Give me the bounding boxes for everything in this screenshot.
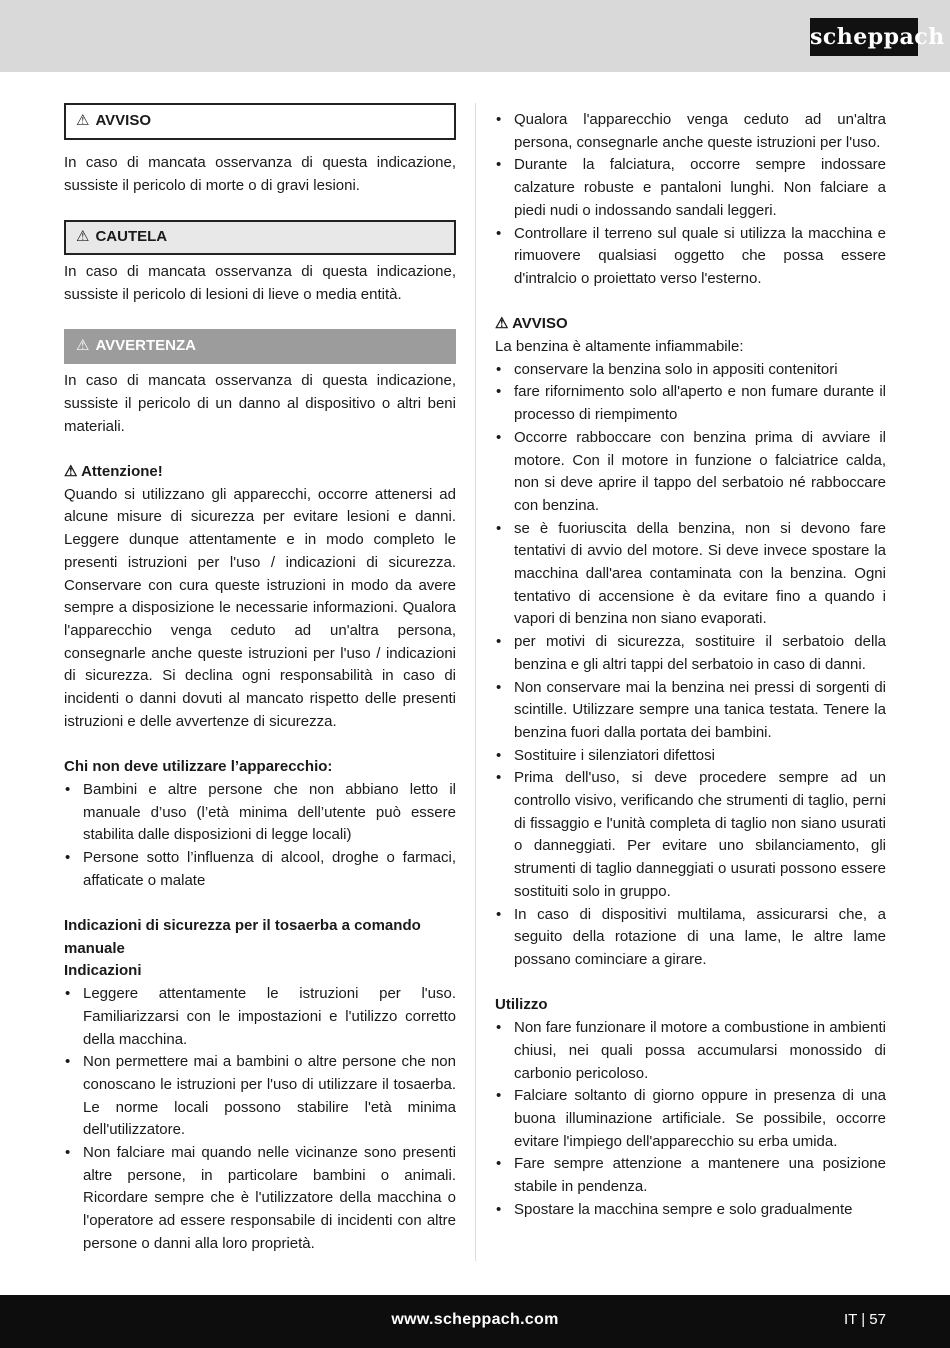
avviso-box bbox=[64, 103, 456, 140]
list-item: • Fare sempre attenzione a mantenere una posizione stabile in pendenza. bbox=[495, 1153, 886, 1198]
avvertenza-text: In caso di mancata osservanza di questa indicazione, sussiste il pericolo di un danno al dispositivo o altri beni materiali. bbox=[64, 372, 456, 435]
brand-logo: scheppach bbox=[810, 18, 918, 56]
warning-icon: ⚠ bbox=[64, 462, 78, 480]
avviso-text: In caso di mancata osservanza di questa indicazione, sussiste il pericolo di morte o di gravi lesioni. bbox=[64, 154, 456, 194]
column-divider bbox=[475, 103, 476, 1261]
list-item: • Non conservare mai la benzina nei pressi di sorgenti di scintille. Utilizzare sempre una tanica testata. Tenere la benzina fuori dalla portata dei bambini. bbox=[495, 677, 886, 745]
list-item: • Non falciare mai quando nelle vicinanze sono presenti altre persone, in particolare bambini o animali. Ricordare sempre che è l'utilizzatore della macchina o l'operatore ad essere responsabile di incidenti con altre persone o danni alla loro proprietà. bbox=[64, 1142, 456, 1256]
list-item: • Occorre rabboccare con benzina prima di avviare il motore. Con il motore in funzione o falciatrice calda, non si deve aprire il tappo del serbatoio né rabboccare con benzina. bbox=[495, 427, 886, 518]
avvertenza-box bbox=[64, 329, 456, 364]
right-column bbox=[495, 109, 886, 1221]
warning-icon: ⚠ bbox=[76, 337, 90, 355]
utilizzo-title: Utilizzo bbox=[495, 996, 548, 1014]
cautela-text: In caso di mancata osservanza di questa indicazione, sussiste il pericolo di lesioni di lieve o media entità. bbox=[64, 263, 456, 303]
list-item: • Leggere attentamente le istruzioni per l'uso. Familiarizzarsi con le impostazioni e l'utilizzo corretto della macchina. bbox=[64, 983, 456, 1051]
list-item: • Qualora l'apparecchio venga ceduto ad un'altra persona, consegnarle anche queste istruzioni per l'uso. bbox=[495, 109, 886, 154]
list-item: • Non permettere mai a bambini o altre persone che non conoscano le istruzioni per l'uso di utilizzare il tosaerba. Le norme locali possono stabilire l'età minima dell'utilizzatore. bbox=[64, 1051, 456, 1142]
list-item: • fare rifornimento solo all'aperto e non fumare durante il processo di riempimento bbox=[495, 381, 886, 426]
list-item: • Prima dell'uso, si deve procedere sempre ad un controllo visivo, verificando che strumenti di taglio, perni di fissaggio e l'unità completa di taglio non siano usurati o danneggiati. Per evitare uno sbilanciamento, gli strumenti di taglio danneggiati o usurati possono essere sostituiti solo in gruppo. bbox=[495, 767, 886, 903]
avviso-list bbox=[495, 359, 886, 972]
chi-list bbox=[64, 779, 456, 893]
indicazioni-list bbox=[64, 983, 456, 1255]
list-item: • Persone sotto l’influenza di alcool, droghe o farmaci, affaticate o malate bbox=[64, 847, 456, 892]
cautela-label: CAUTELA bbox=[95, 228, 168, 246]
list-item: • Non fare funzionare il motore a combustione in ambienti chiusi, nei quali possa accumularsi monossido di carbonio pericoloso. bbox=[495, 1017, 886, 1085]
list-item: • Controllare il terreno sul quale si utilizza la macchina e rimuovere qualsiasi oggetto che possa essere d'intralcio o proiettato verso l'esterno. bbox=[495, 223, 886, 291]
warning-icon: ⚠ bbox=[495, 315, 509, 333]
list-item: • Sostituire i silenziatori difettosi bbox=[495, 745, 886, 768]
page-number: IT | 57 bbox=[844, 1311, 886, 1328]
list-item: • se è fuoriuscita della benzina, non si devono fare tentativi di avvio del motore. Si deve invece spostare la macchina dall'area contaminata con la benzina. Ogni tentativo di accensione è da evitare fino a quando i vapori di benzina non siano evaporati. bbox=[495, 518, 886, 632]
list-item: • Durante la falciatura, occorre sempre indossare calzature robuste e pantaloni lunghi. Non falciare a piedi nudi o indossando sandali leggeri. bbox=[495, 154, 886, 222]
header-bar bbox=[0, 0, 950, 72]
utilizzo-list bbox=[495, 1017, 886, 1221]
warning-icon: ⚠ bbox=[76, 228, 90, 246]
footer-url[interactable]: www.scheppach.com bbox=[391, 1311, 559, 1328]
footer-bar bbox=[0, 1295, 950, 1348]
list-item: • Spostare la macchina sempre e solo gradualmente bbox=[495, 1199, 886, 1222]
avviso-label: AVVISO bbox=[95, 112, 152, 130]
attenzione-text: Quando si utilizzano gli apparecchi, occorre attenersi ad alcune misure di sicurezza per evitare lesioni e danni. Leggere dunque attentamente e in modo completo le presenti istruzioni per l'uso / indicazioni di sicurezza. Conservare con cura queste istruzioni in modo da avere sempre a disposizione le necessarie informazioni. Qualora l'apparecchio venga ceduto ad un'altra persona, consegnarle anche queste istruzioni per l'uso / indicazioni di sicurezza. Si declina ogni responsabilità in caso di incidenti o danni dovuti al mancato rispetto delle presenti istruzioni e delle avvertenze di sicurezza. bbox=[64, 485, 456, 730]
attenzione-title: ⚠ Attenzione! bbox=[64, 462, 163, 480]
list-item: • Falciare soltanto di giorno oppure in presenza di una buona illuminazione artificiale. Se possibile, occorre evitare l'impiego dell'apparecchio su erba umida. bbox=[495, 1085, 886, 1153]
chi-title: Chi non deve utilizzare l’apparecchio: bbox=[64, 758, 333, 776]
avviso-intro: La benzina è altamente infiammabile: bbox=[495, 338, 744, 356]
list-item: • In caso di dispositivi multilama, assicurarsi che, a seguito della rotazione di una lame, le altre lame possano cominciare a girare. bbox=[495, 904, 886, 972]
left-column bbox=[64, 103, 456, 1256]
indicazioni-title: Indicazioni bbox=[64, 962, 142, 980]
list-item: • Bambini e altre persone che non abbiano letto il manuale d’uso (l’età minima dell’utente può essere stabilita dalle disposizioni di legge locali) bbox=[64, 779, 456, 847]
avvertenza-label: AVVERTENZA bbox=[95, 337, 197, 355]
sicurezza-title: Indicazioni di sicurezza per il tosaerba a comando manuale bbox=[64, 917, 421, 957]
list-item: • conservare la benzina solo in appositi contenitori bbox=[495, 359, 886, 382]
avviso-title: ⚠ AVVISO bbox=[495, 315, 568, 333]
top-list bbox=[495, 109, 886, 291]
cautela-box bbox=[64, 220, 456, 255]
list-item: • per motivi di sicurezza, sostituire il serbatoio della benzina e gli altri tappi del serbatoio in caso di danni. bbox=[495, 631, 886, 676]
warning-icon: ⚠ bbox=[76, 112, 90, 130]
